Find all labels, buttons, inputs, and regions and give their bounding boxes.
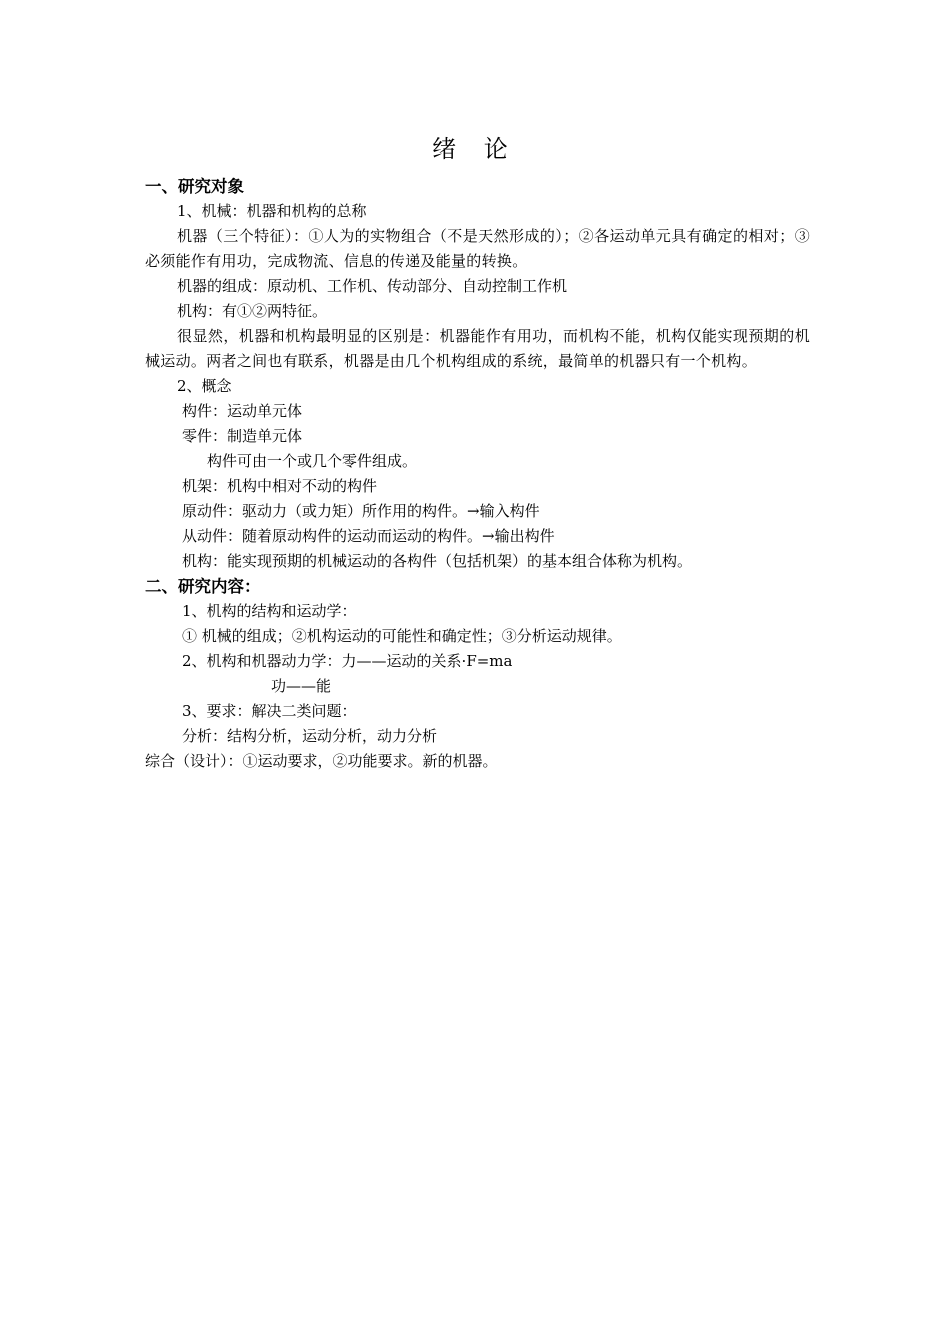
- document-body: [145, 174, 810, 774]
- line-analysis: 分析：结构分析，运动分析，动力分析: [182, 727, 438, 745]
- line-follower-definition: 从动件：随着原动构件的运动而运动的构件。→输出构件: [182, 527, 555, 545]
- line-mechanism-features: 机构：有①②两特征。: [177, 302, 328, 320]
- section-heading-research-content: 二、研究内容：: [145, 577, 261, 596]
- line-work-energy: 功——能: [271, 677, 332, 695]
- paragraph-machine-features: 机器（三个特征）：①人为的实物组合（不是天然形成的）；②各运动单元具有确定的相对；③必须能作有用功，完成物流、信息的传递及能量的转换。: [145, 227, 810, 270]
- item-machinery-definition: 1、机械：机器和机构的总称: [177, 202, 367, 220]
- line-component-parts: 构件可由一个或几个零件组成。: [207, 452, 418, 470]
- item-structure-kinematics: 1、机构的结构和运动学：: [182, 602, 357, 620]
- item-dynamics: 2、机构和机器动力学：力——运动的关系·F=ma: [182, 652, 513, 670]
- line-frame-definition: 机架：机构中相对不动的构件: [182, 477, 378, 495]
- document-title: 绪 论: [432, 135, 518, 163]
- line-machine-composition: 机器的组成：原动机、工作机、传动部分、自动控制工作机: [177, 277, 568, 295]
- item-concepts: 2、概念: [177, 377, 232, 395]
- line-component-definition: 构件：运动单元体: [182, 402, 303, 420]
- paragraph-machine-mechanism-difference: 很显然，机器和机构最明显的区别是：机器能作有用功，而机构不能，机构仅能实现预期的机械运动。两者之间也有联系，机器是由几个机构组成的系统，最简单的机器只有一个机构。: [145, 327, 810, 370]
- line-synthesis: 综合（设计）：①运动要求，②功能要求。新的机器。: [145, 752, 498, 770]
- line-driver-definition: 原动件：驱动力（或力矩）所作用的构件。→输入构件: [182, 502, 540, 520]
- item-requirements: 3、要求：解决二类问题：: [182, 702, 357, 720]
- line-structure-kinematics-detail: ① 机械的组成；②机构运动的可能性和确定性；③分析运动规律。: [182, 627, 622, 645]
- line-mechanism-definition: 机构：能实现预期的机械运动的各构件（包括机架）的基本组合体称为机构。: [182, 552, 693, 570]
- section-heading-research-object: 一、研究对象: [145, 177, 244, 196]
- line-part-definition: 零件：制造单元体: [182, 427, 303, 445]
